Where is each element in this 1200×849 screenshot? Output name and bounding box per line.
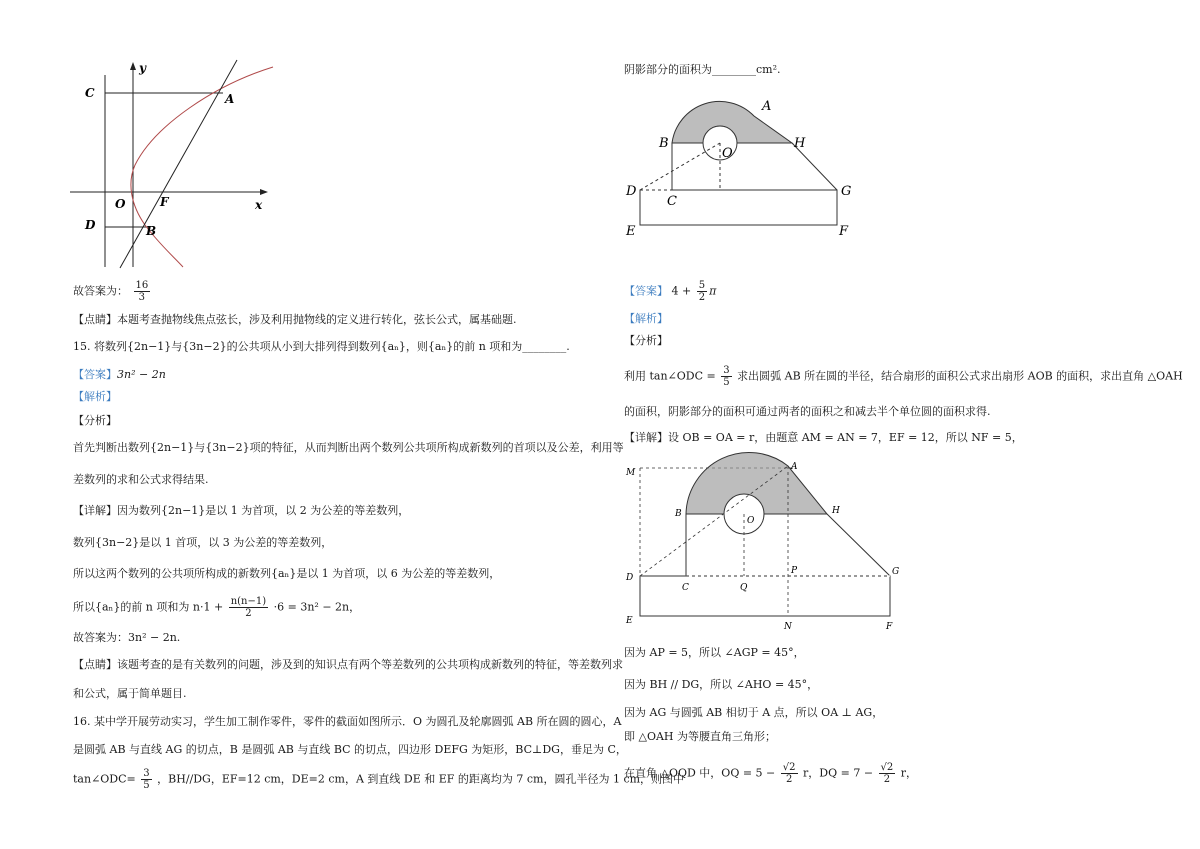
fig1-label-C: C	[667, 194, 677, 209]
question-16-line2: 是圆弧 AB 与直线 AG 的切点，B 是圆弧 AB 与直线 BC 的切点，四边形 DEFG 为矩形，BC⊥DG，垂足为 C，	[73, 743, 627, 756]
analysis-tag-16: 【解析】	[624, 312, 668, 325]
detail-15-line1: 【详解】因为数列{2n−1}是以 1 为首项，以 2 为公差的等差数列，	[73, 504, 410, 517]
graph-label-O: O	[115, 197, 126, 211]
analysis-tag-15: 【解析】	[73, 390, 117, 403]
detail-15-line2: 数列{3n−2}是以 1 首项，以 3 为公差的等差数列，	[73, 536, 333, 549]
analysis-15-line2: 差数列的求和公式求得结果.	[73, 473, 209, 486]
graph-label-x: x	[255, 198, 263, 212]
fig1-label-A: A	[762, 99, 772, 114]
fraction-16-3: $\frac{16}{3}$	[135, 280, 149, 303]
fig2-label-C: C	[682, 583, 689, 593]
graph-label-F: F	[160, 195, 169, 209]
graph-label-D: D	[85, 218, 96, 232]
fig2-label-B: B	[675, 509, 682, 519]
analysis-16-line1: 利用 tan∠ODC = $\frac{3}{5}$ 求出圆弧 AB 所在圆的半径，结合扇形的面积公式求出扇形 AOB 的面积，求出直角 △OAH	[624, 365, 1183, 388]
fig2-label-F: F	[886, 622, 893, 632]
fig1-label-O: O	[722, 146, 733, 161]
part-figure-1	[622, 88, 862, 243]
fig2-label-D: D	[626, 573, 634, 583]
fig2-label-N: N	[784, 622, 792, 632]
detail-15-line4: 所以{aₙ}的前 n 项和为 n·1 + $\frac{n(n-1)}{2}$ ·6 = 3n² − 2n，	[73, 596, 361, 619]
fraction-3-5: $\frac{3}{5}$	[143, 768, 150, 791]
detail-16-line1: 【详解】设 OB = OA = r，由题意 AM = AN = 7，EF = 12，所以 NF = 5，	[624, 431, 1023, 444]
answer-15: 【答案】3n² − 2n	[73, 368, 166, 381]
comment-15-line1: 【点睛】该题考查的是有关数列的问题，涉及到的知识点有两个等差数列的公共项构成新数列的特征，等差数列求	[73, 658, 623, 671]
fraction-sqrt2-2-b: $\frac{√2}{2}$	[880, 762, 894, 785]
shaded-area-question: 阴影部分的面积为________cm².	[624, 63, 781, 76]
detail-16-line4: 因为 AG 与圆弧 AB 相切于 A 点，所以 OA ⊥ AG，	[624, 706, 884, 719]
fig2-label-P: P	[791, 566, 798, 576]
fig1-label-E: E	[626, 224, 636, 239]
fraction-5-2: $\frac{5}{2}$	[698, 280, 706, 303]
analysis-16-line2: 的面积，阴影部分的面积可通过两者的面积之和减去半个单位圆的面积求得.	[624, 405, 991, 418]
fig2-label-O: O	[747, 516, 755, 526]
comment-14: 【点睛】本题考查抛物线焦点弦长，涉及利用抛物线的定义进行转化，弦长公式，属基础题.	[73, 313, 517, 326]
question-16-line3: tan∠ODC= $\frac{3}{5}$ ，BH//DG，EF=12 cm，DE=2 cm，A 到直线 DE 和 EF 的距离均为 7 cm，圆孔半径为 1 cm，则图中	[73, 768, 685, 791]
fig1-label-H: H	[794, 136, 806, 151]
fig1-label-D: D	[626, 184, 637, 199]
fig2-label-Q: Q	[740, 583, 748, 593]
fig2-label-H: H	[832, 506, 840, 516]
fig1-label-F: F	[839, 224, 849, 239]
fraction-an-3-5: $\frac{3}{5}$	[723, 365, 730, 388]
fenxi-15: 【分析】	[73, 414, 117, 427]
fig2-label-M: M	[626, 468, 636, 478]
graph-label-C: C	[85, 86, 95, 100]
detail-16-line6: 在直角 △OQD 中，OQ = 5 − $\frac{√2}{2}$ r，DQ = 7 − $\frac{√2}{2}$ r，	[624, 762, 918, 785]
parabola-graph	[65, 55, 275, 270]
part-figure-2	[622, 448, 907, 638]
graph-label-y: y	[139, 61, 146, 75]
answer-16: 【答案】 4 + $\frac{5}{2}$ π	[624, 280, 717, 303]
detail-16-line5: 即 △OAH 为等腰直角三角形；	[624, 730, 777, 743]
detail-16-line2: 因为 AP = 5，所以 ∠AGP = 45°，	[624, 646, 805, 659]
graph-label-B: B	[146, 224, 157, 238]
question-15: 15. 将数列{2n−1}与{3n−2}的公共项从小到大排列得到数列{aₙ}，则{aₙ}的前 n 项和为________.	[73, 340, 570, 353]
analysis-15-line1: 首先判断出数列{2n−1}与{3n−2}项的特征，从而判断出两个数列公共项所构成新数列的首项以及公差，利用等	[73, 441, 624, 454]
fig2-label-G: G	[892, 567, 900, 577]
comment-15-line2: 和公式，属于简单题目.	[73, 687, 187, 700]
answer-14: 故答案为： $\frac{16}{3}$	[73, 280, 149, 303]
question-16-line1: 16. 某中学开展劳动实习，学生加工制作零件，零件的截面如图所示．O 为圆孔及轮廓圆弧 AB 所在圆的圆心，A	[73, 715, 622, 728]
fig1-label-G: G	[841, 184, 852, 199]
fig1-label-B: B	[659, 136, 669, 151]
fig2-label-E: E	[626, 616, 633, 626]
detail-15-line3: 所以这两个数列的公共项所构成的新数列{aₙ}是以 1 为首项，以 6 为公差的等差数列，	[73, 567, 501, 580]
fig2-label-A: A	[791, 462, 798, 472]
fenxi-16: 【分析】	[624, 334, 668, 347]
fraction-n-n-1-2: $\frac{n(n-1)}{2}$	[230, 596, 267, 619]
detail-16-line3: 因为 BH // DG，所以 ∠AHO = 45°，	[624, 678, 819, 691]
fraction-sqrt2-2-a: $\frac{√2}{2}$	[782, 762, 796, 785]
detail-15-line5: 故答案为：3n² − 2n.	[73, 631, 181, 644]
graph-label-A: A	[225, 92, 235, 106]
